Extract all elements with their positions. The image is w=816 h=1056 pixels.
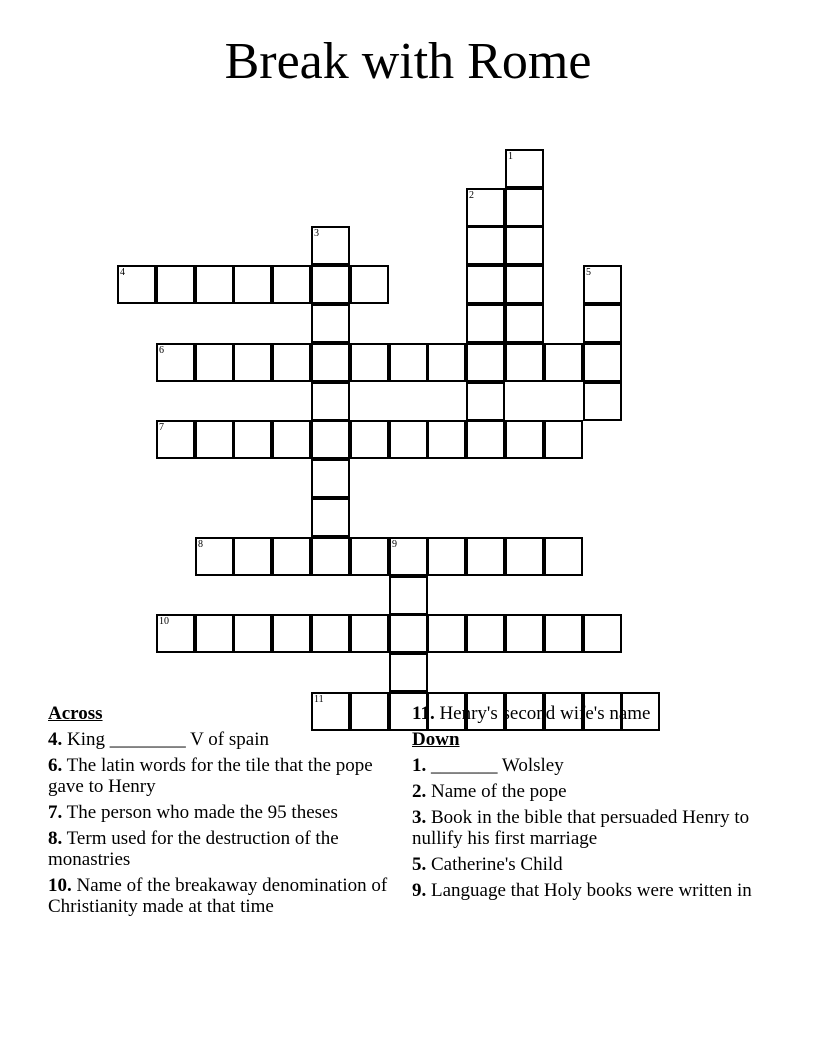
clue-text: The person who made the 95 theses bbox=[62, 802, 338, 823]
clue-number: 3. bbox=[412, 807, 427, 828]
clue-number-label: 7 bbox=[159, 422, 164, 433]
grid-cell[interactable] bbox=[311, 304, 350, 343]
grid-cell[interactable] bbox=[466, 343, 505, 382]
grid-cell[interactable] bbox=[156, 265, 195, 304]
clue-text: Henry's second wife's name bbox=[434, 703, 651, 724]
clue-number: 5. bbox=[412, 854, 427, 875]
down-heading: Down bbox=[412, 729, 460, 750]
grid-cell[interactable] bbox=[505, 420, 544, 459]
grid-cell[interactable] bbox=[311, 226, 350, 265]
grid-cell[interactable] bbox=[311, 498, 350, 537]
grid-cell[interactable] bbox=[311, 459, 350, 498]
clue-number-label: 10 bbox=[159, 616, 169, 627]
grid-cell[interactable] bbox=[233, 420, 272, 459]
clue-number: 4. bbox=[48, 729, 63, 750]
grid-cell[interactable] bbox=[389, 420, 428, 459]
grid-cell[interactable] bbox=[427, 614, 466, 653]
clue-number-label: 4 bbox=[120, 267, 125, 278]
clues-left-column bbox=[48, 703, 388, 922]
grid-cell[interactable] bbox=[272, 420, 311, 459]
grid-cell[interactable] bbox=[427, 537, 466, 576]
grid-cell[interactable] bbox=[389, 653, 428, 692]
grid-cell[interactable] bbox=[389, 537, 428, 576]
grid-cell[interactable] bbox=[466, 188, 505, 227]
grid-cell[interactable] bbox=[350, 343, 389, 382]
grid-cell[interactable] bbox=[311, 420, 350, 459]
clue-across-11 bbox=[412, 703, 752, 724]
grid-cell[interactable] bbox=[195, 265, 234, 304]
grid-cell[interactable] bbox=[505, 188, 544, 227]
grid-cell[interactable] bbox=[466, 304, 505, 343]
clue-text: Catherine's Child bbox=[426, 854, 563, 875]
grid-cell[interactable] bbox=[389, 343, 428, 382]
grid-cell[interactable] bbox=[427, 420, 466, 459]
page-title: Break with Rome bbox=[224, 33, 592, 90]
grid-cell[interactable] bbox=[466, 420, 505, 459]
grid-cell[interactable] bbox=[233, 537, 272, 576]
clue-number: 8. bbox=[48, 828, 63, 849]
grid-cell[interactable] bbox=[156, 614, 195, 653]
grid-cell[interactable] bbox=[350, 614, 389, 653]
grid-cell[interactable] bbox=[505, 537, 544, 576]
grid-cell[interactable] bbox=[583, 265, 622, 304]
clue-across-7 bbox=[48, 802, 388, 823]
clue-number-label: 11 bbox=[314, 694, 324, 705]
grid-cell[interactable] bbox=[272, 537, 311, 576]
grid-cell[interactable] bbox=[156, 343, 195, 382]
clue-text: Book in the bible that persuaded Henry to nullify his first marriage bbox=[412, 807, 750, 849]
clue-text: Term used for the destruction of the monastries bbox=[48, 828, 339, 870]
grid-cell[interactable] bbox=[233, 265, 272, 304]
clue-number-label: 2 bbox=[469, 190, 474, 201]
clue-down-1 bbox=[412, 755, 752, 776]
grid-cell[interactable] bbox=[195, 420, 234, 459]
grid-cell[interactable] bbox=[466, 537, 505, 576]
grid-cell[interactable] bbox=[311, 614, 350, 653]
clue-number: 6. bbox=[48, 755, 63, 776]
grid-cell[interactable] bbox=[311, 265, 350, 304]
clue-number: 2. bbox=[412, 781, 427, 802]
grid-cell[interactable] bbox=[117, 265, 156, 304]
grid-cell[interactable] bbox=[195, 614, 234, 653]
grid-cell[interactable] bbox=[311, 343, 350, 382]
clue-across-6 bbox=[48, 755, 388, 797]
clue-number-label: 6 bbox=[159, 345, 164, 356]
grid-cell[interactable] bbox=[505, 614, 544, 653]
grid-cell[interactable] bbox=[350, 537, 389, 576]
clue-across-4 bbox=[48, 729, 388, 750]
grid-cell[interactable] bbox=[311, 382, 350, 421]
across-heading: Across bbox=[48, 703, 103, 724]
clue-number: 9. bbox=[412, 880, 427, 901]
clue-number-label: 3 bbox=[314, 228, 319, 239]
clue-text: The latin words for the tile that the pope gave to Henry bbox=[48, 755, 373, 797]
grid-cell[interactable] bbox=[233, 614, 272, 653]
grid-cell[interactable] bbox=[233, 343, 272, 382]
grid-cell[interactable] bbox=[544, 420, 583, 459]
clue-text: Language that Holy books were written in bbox=[426, 880, 752, 901]
clue-down-2 bbox=[412, 781, 752, 802]
grid-cell[interactable] bbox=[389, 614, 428, 653]
clues-right-column bbox=[412, 703, 752, 906]
grid-cell[interactable] bbox=[427, 343, 466, 382]
grid-cell[interactable] bbox=[505, 343, 544, 382]
clue-down-3 bbox=[412, 807, 752, 849]
grid-cell[interactable] bbox=[272, 343, 311, 382]
clue-across-8 bbox=[48, 828, 388, 870]
grid-cell[interactable] bbox=[505, 304, 544, 343]
clue-number-label: 5 bbox=[586, 267, 591, 278]
clue-number-label: 1 bbox=[508, 151, 513, 162]
grid-cell[interactable] bbox=[583, 304, 622, 343]
grid-cell[interactable] bbox=[350, 265, 389, 304]
clue-number: 10. bbox=[48, 875, 72, 896]
clue-down-9 bbox=[412, 880, 752, 901]
grid-cell[interactable] bbox=[505, 149, 544, 188]
grid-cell[interactable] bbox=[272, 614, 311, 653]
grid-cell[interactable] bbox=[544, 343, 583, 382]
clue-text: King ________ V of spain bbox=[62, 729, 269, 750]
grid-cell[interactable] bbox=[272, 265, 311, 304]
grid-cell[interactable] bbox=[544, 537, 583, 576]
grid-cell[interactable] bbox=[505, 226, 544, 265]
grid-cell[interactable] bbox=[195, 343, 234, 382]
grid-cell[interactable] bbox=[389, 576, 428, 615]
clue-text: _______ Wolsley bbox=[426, 755, 564, 776]
grid-cell[interactable] bbox=[466, 265, 505, 304]
clue-down-5 bbox=[412, 854, 752, 875]
clue-number-label: 8 bbox=[198, 539, 203, 550]
grid-cell[interactable] bbox=[350, 420, 389, 459]
clue-across-10 bbox=[48, 875, 388, 917]
clue-number: 7. bbox=[48, 802, 63, 823]
grid-cell[interactable] bbox=[583, 382, 622, 421]
clue-number-label: 9 bbox=[392, 539, 397, 550]
grid-cell[interactable] bbox=[466, 614, 505, 653]
clue-number: 11. bbox=[412, 703, 435, 724]
clue-text: Name of the breakaway denomination of Christianity made at that time bbox=[48, 875, 388, 917]
grid-cell[interactable] bbox=[505, 265, 544, 304]
clue-text: Name of the pope bbox=[426, 781, 567, 802]
clue-number: 1. bbox=[412, 755, 427, 776]
grid-cell[interactable] bbox=[466, 226, 505, 265]
grid-cell[interactable] bbox=[466, 382, 505, 421]
grid-cell[interactable] bbox=[544, 614, 583, 653]
grid-cell[interactable] bbox=[311, 537, 350, 576]
grid-cell[interactable] bbox=[156, 420, 195, 459]
grid-cell[interactable] bbox=[583, 614, 622, 653]
grid-cell[interactable] bbox=[195, 537, 234, 576]
grid-cell[interactable] bbox=[583, 343, 622, 382]
